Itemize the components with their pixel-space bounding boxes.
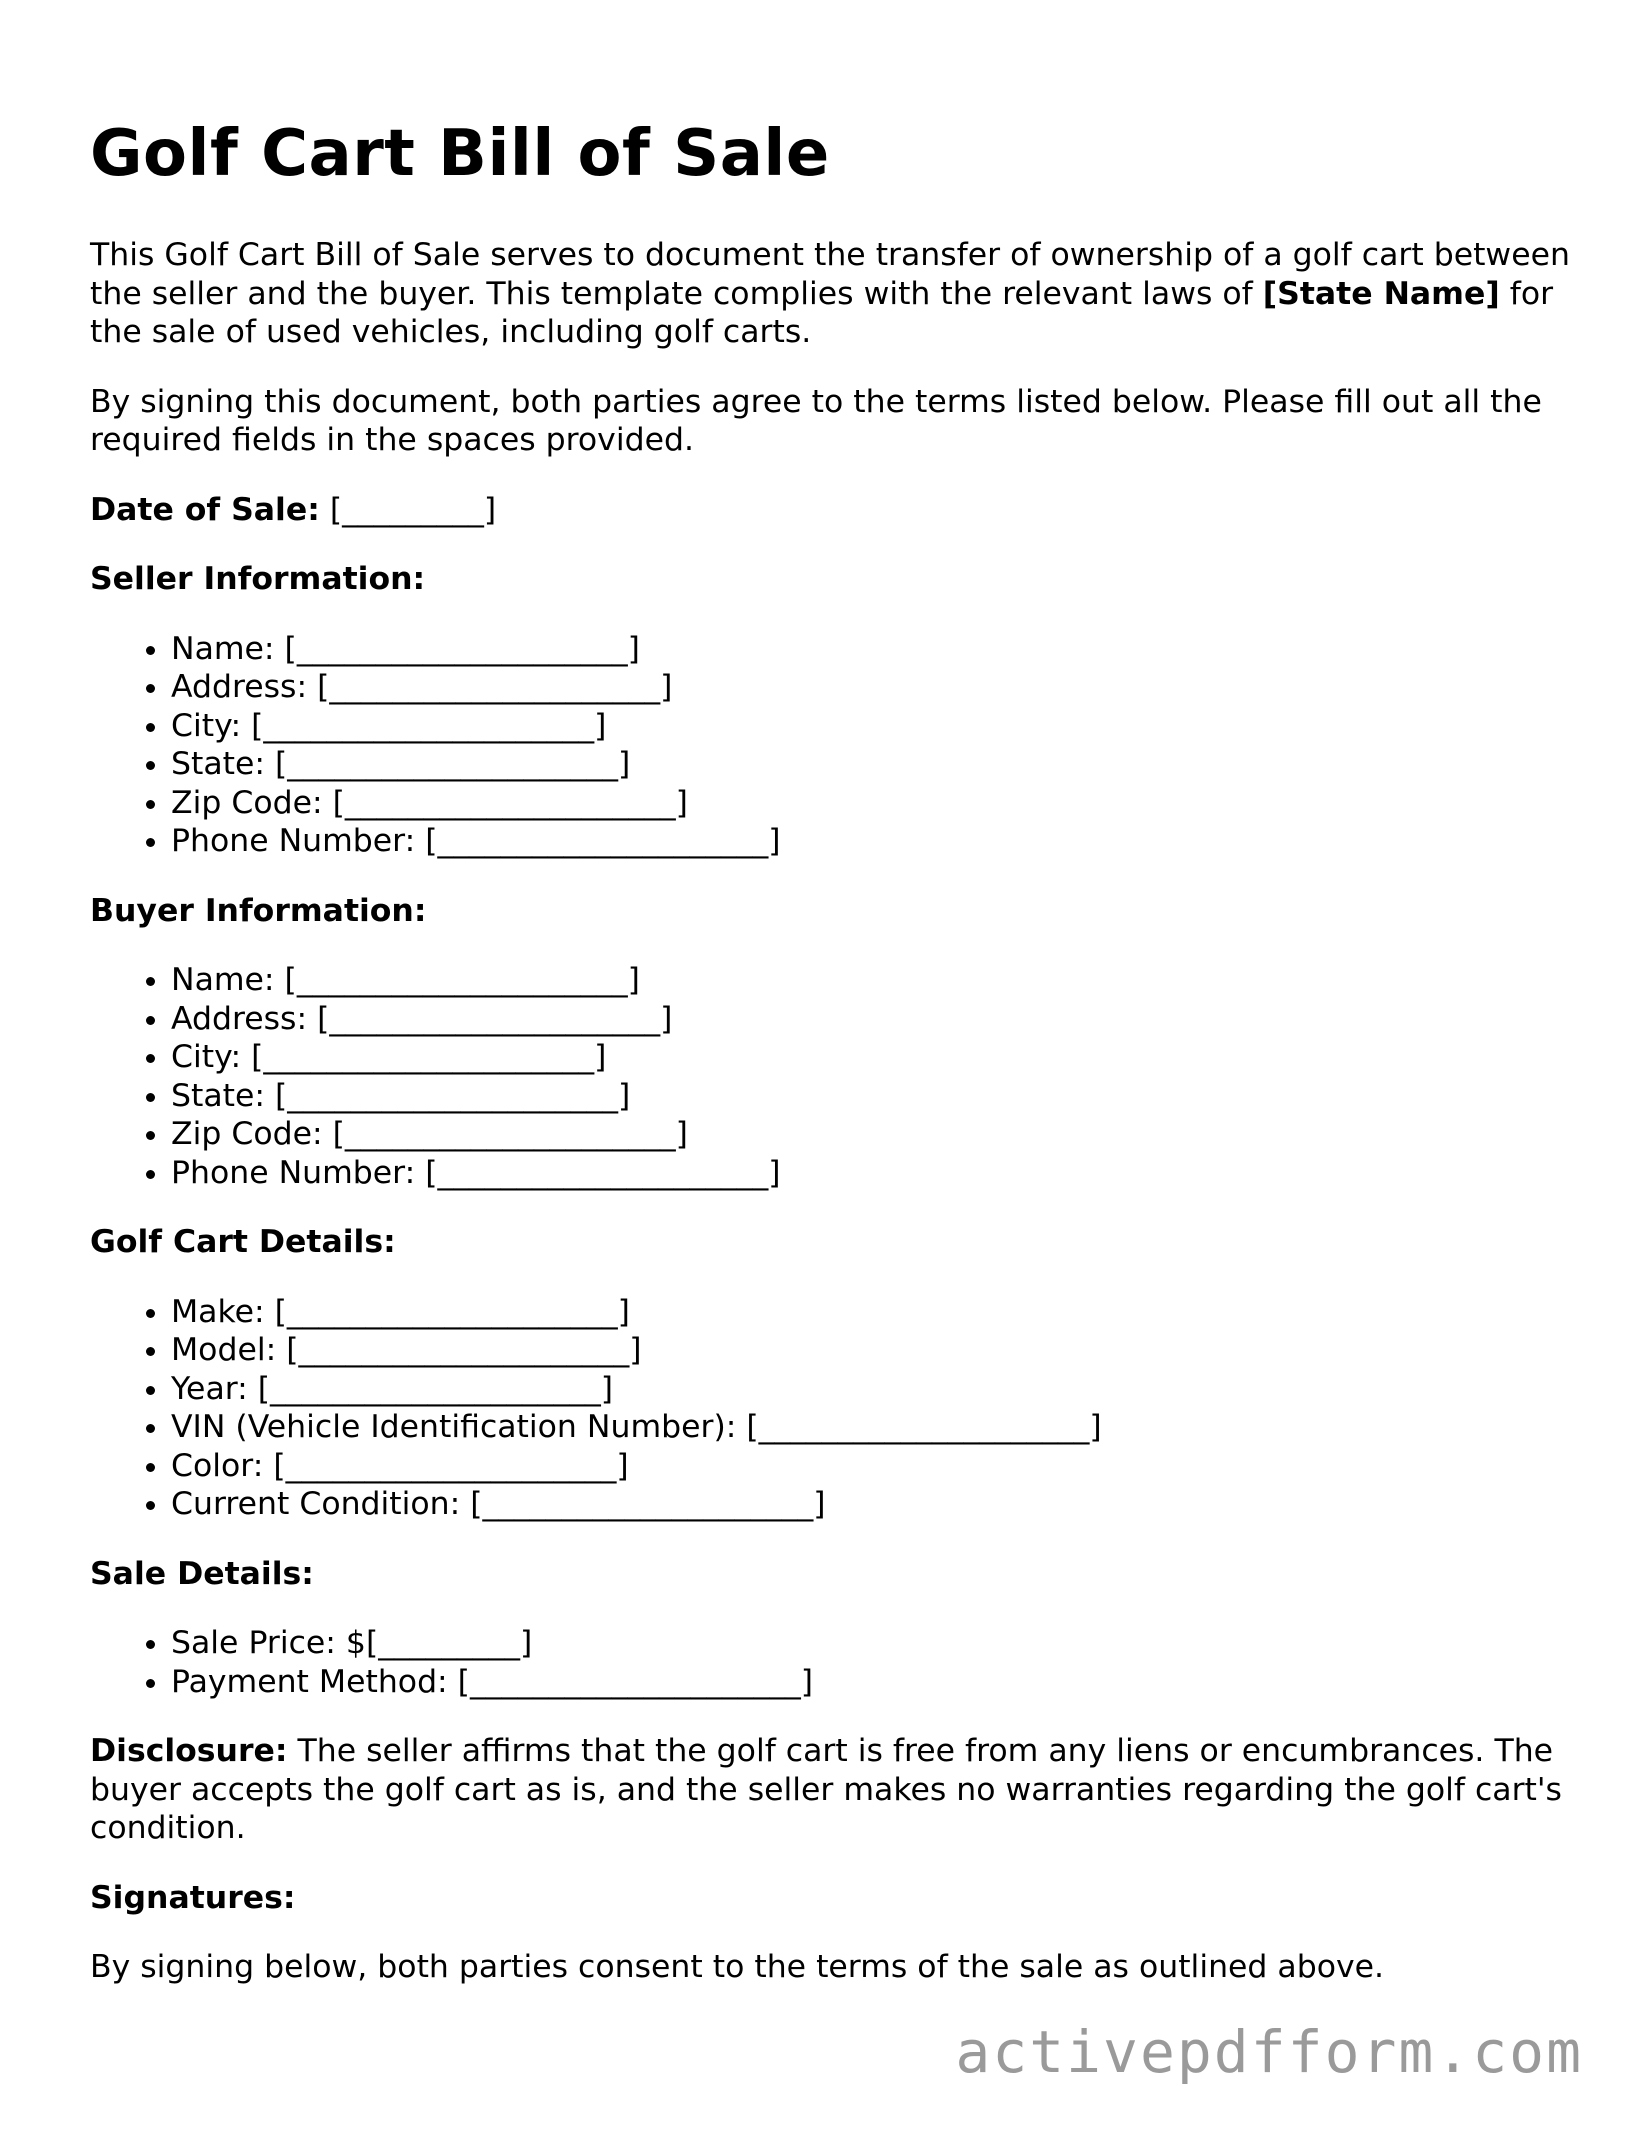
seller-phone-field[interactable]: • Phone Number: [_____________________] [171, 822, 1570, 861]
seller-address-field[interactable]: • Address: [_____________________] [171, 668, 1570, 707]
cart-condition-field[interactable]: • Current Condition: [_____________________] [171, 1485, 1570, 1524]
cart-make-field[interactable]: • Make: [_____________________] [171, 1293, 1570, 1332]
buyer-section-title: Buyer Information: [90, 892, 427, 929]
buyer-address-field[interactable]: • Address: [_____________________] [171, 1000, 1570, 1039]
seller-zip-field[interactable]: • Zip Code: [_____________________] [171, 784, 1570, 823]
intro-paragraph-2: By signing this document, both parties agree to the terms listed below. Please fill out all the required fields in the spaces provided. [90, 383, 1542, 458]
buyer-phone-field[interactable]: • Phone Number: [_____________________] [171, 1154, 1570, 1193]
cart-year-field[interactable]: • Year: [_____________________] [171, 1370, 1570, 1409]
seller-state-field[interactable]: • State: [_____________________] [171, 745, 1570, 784]
disclosure-label: Disclosure: [90, 1733, 288, 1769]
seller-name-field[interactable]: • Name: [_____________________] [171, 630, 1570, 669]
date-of-sale-line [90, 491, 1570, 530]
disclosure-paragraph [90, 1732, 1570, 1848]
document-page [90, 0, 1570, 1987]
buyer-zip-field[interactable]: • Zip Code: [_____________________] [171, 1115, 1570, 1154]
buyer-city-field[interactable]: • City: [_____________________] [171, 1038, 1570, 1077]
cart-model-field[interactable]: • Model: [_____________________] [171, 1331, 1570, 1370]
intro-text-1: This Golf Cart Bill of Sale serves to document the transfer of ownership of a golf cart between the seller and the buyer. This template complies with the relevant laws of [90, 237, 1570, 312]
date-of-sale-field[interactable]: [_________] [319, 491, 497, 528]
cart-color-field[interactable]: • Color: [_____________________] [171, 1447, 1570, 1486]
document-title: Golf Cart Bill of Sale [90, 117, 830, 191]
signatures-text: By signing below, both parties consent to the terms of the sale as outlined above. [90, 1949, 1385, 1985]
seller-city-field[interactable]: • City: [_____________________] [171, 707, 1570, 746]
sale-details-list [90, 1624, 1570, 1701]
watermark-text: activepdfform.com [955, 2018, 1583, 2086]
disclosure-text: The seller affirms that the golf cart is free from any liens or encumbrances. The buyer accepts the golf cart as is, and the seller makes no warranties regarding the golf cart's condition. [90, 1733, 1562, 1846]
state-name-placeholder: [State Name] [1262, 275, 1500, 312]
cart-vin-field[interactable]: • VIN (Vehicle Identification Number): [_____________________] [171, 1408, 1570, 1447]
date-of-sale-label: Date of Sale: [90, 491, 320, 528]
cart-section-title: Golf Cart Details: [90, 1224, 396, 1260]
seller-info-list [90, 630, 1570, 861]
payment-method-field[interactable]: • Payment Method: [_____________________] [171, 1663, 1570, 1702]
buyer-name-field[interactable]: • Name: [_____________________] [171, 961, 1570, 1000]
buyer-info-list [90, 961, 1570, 1192]
sale-price-field[interactable]: • Sale Price: $[_________] [171, 1624, 1570, 1663]
signatures-section-title: Signatures: [90, 1879, 296, 1916]
cart-details-list [90, 1293, 1570, 1524]
intro-text-2: for the sale of used vehicles, including golf carts. [90, 275, 1554, 350]
buyer-state-field[interactable]: • State: [_____________________] [171, 1077, 1570, 1116]
intro-paragraph-1 [90, 236, 1570, 352]
seller-section-title: Seller Information: [90, 561, 426, 597]
sale-section-title: Sale Details: [90, 1555, 314, 1592]
